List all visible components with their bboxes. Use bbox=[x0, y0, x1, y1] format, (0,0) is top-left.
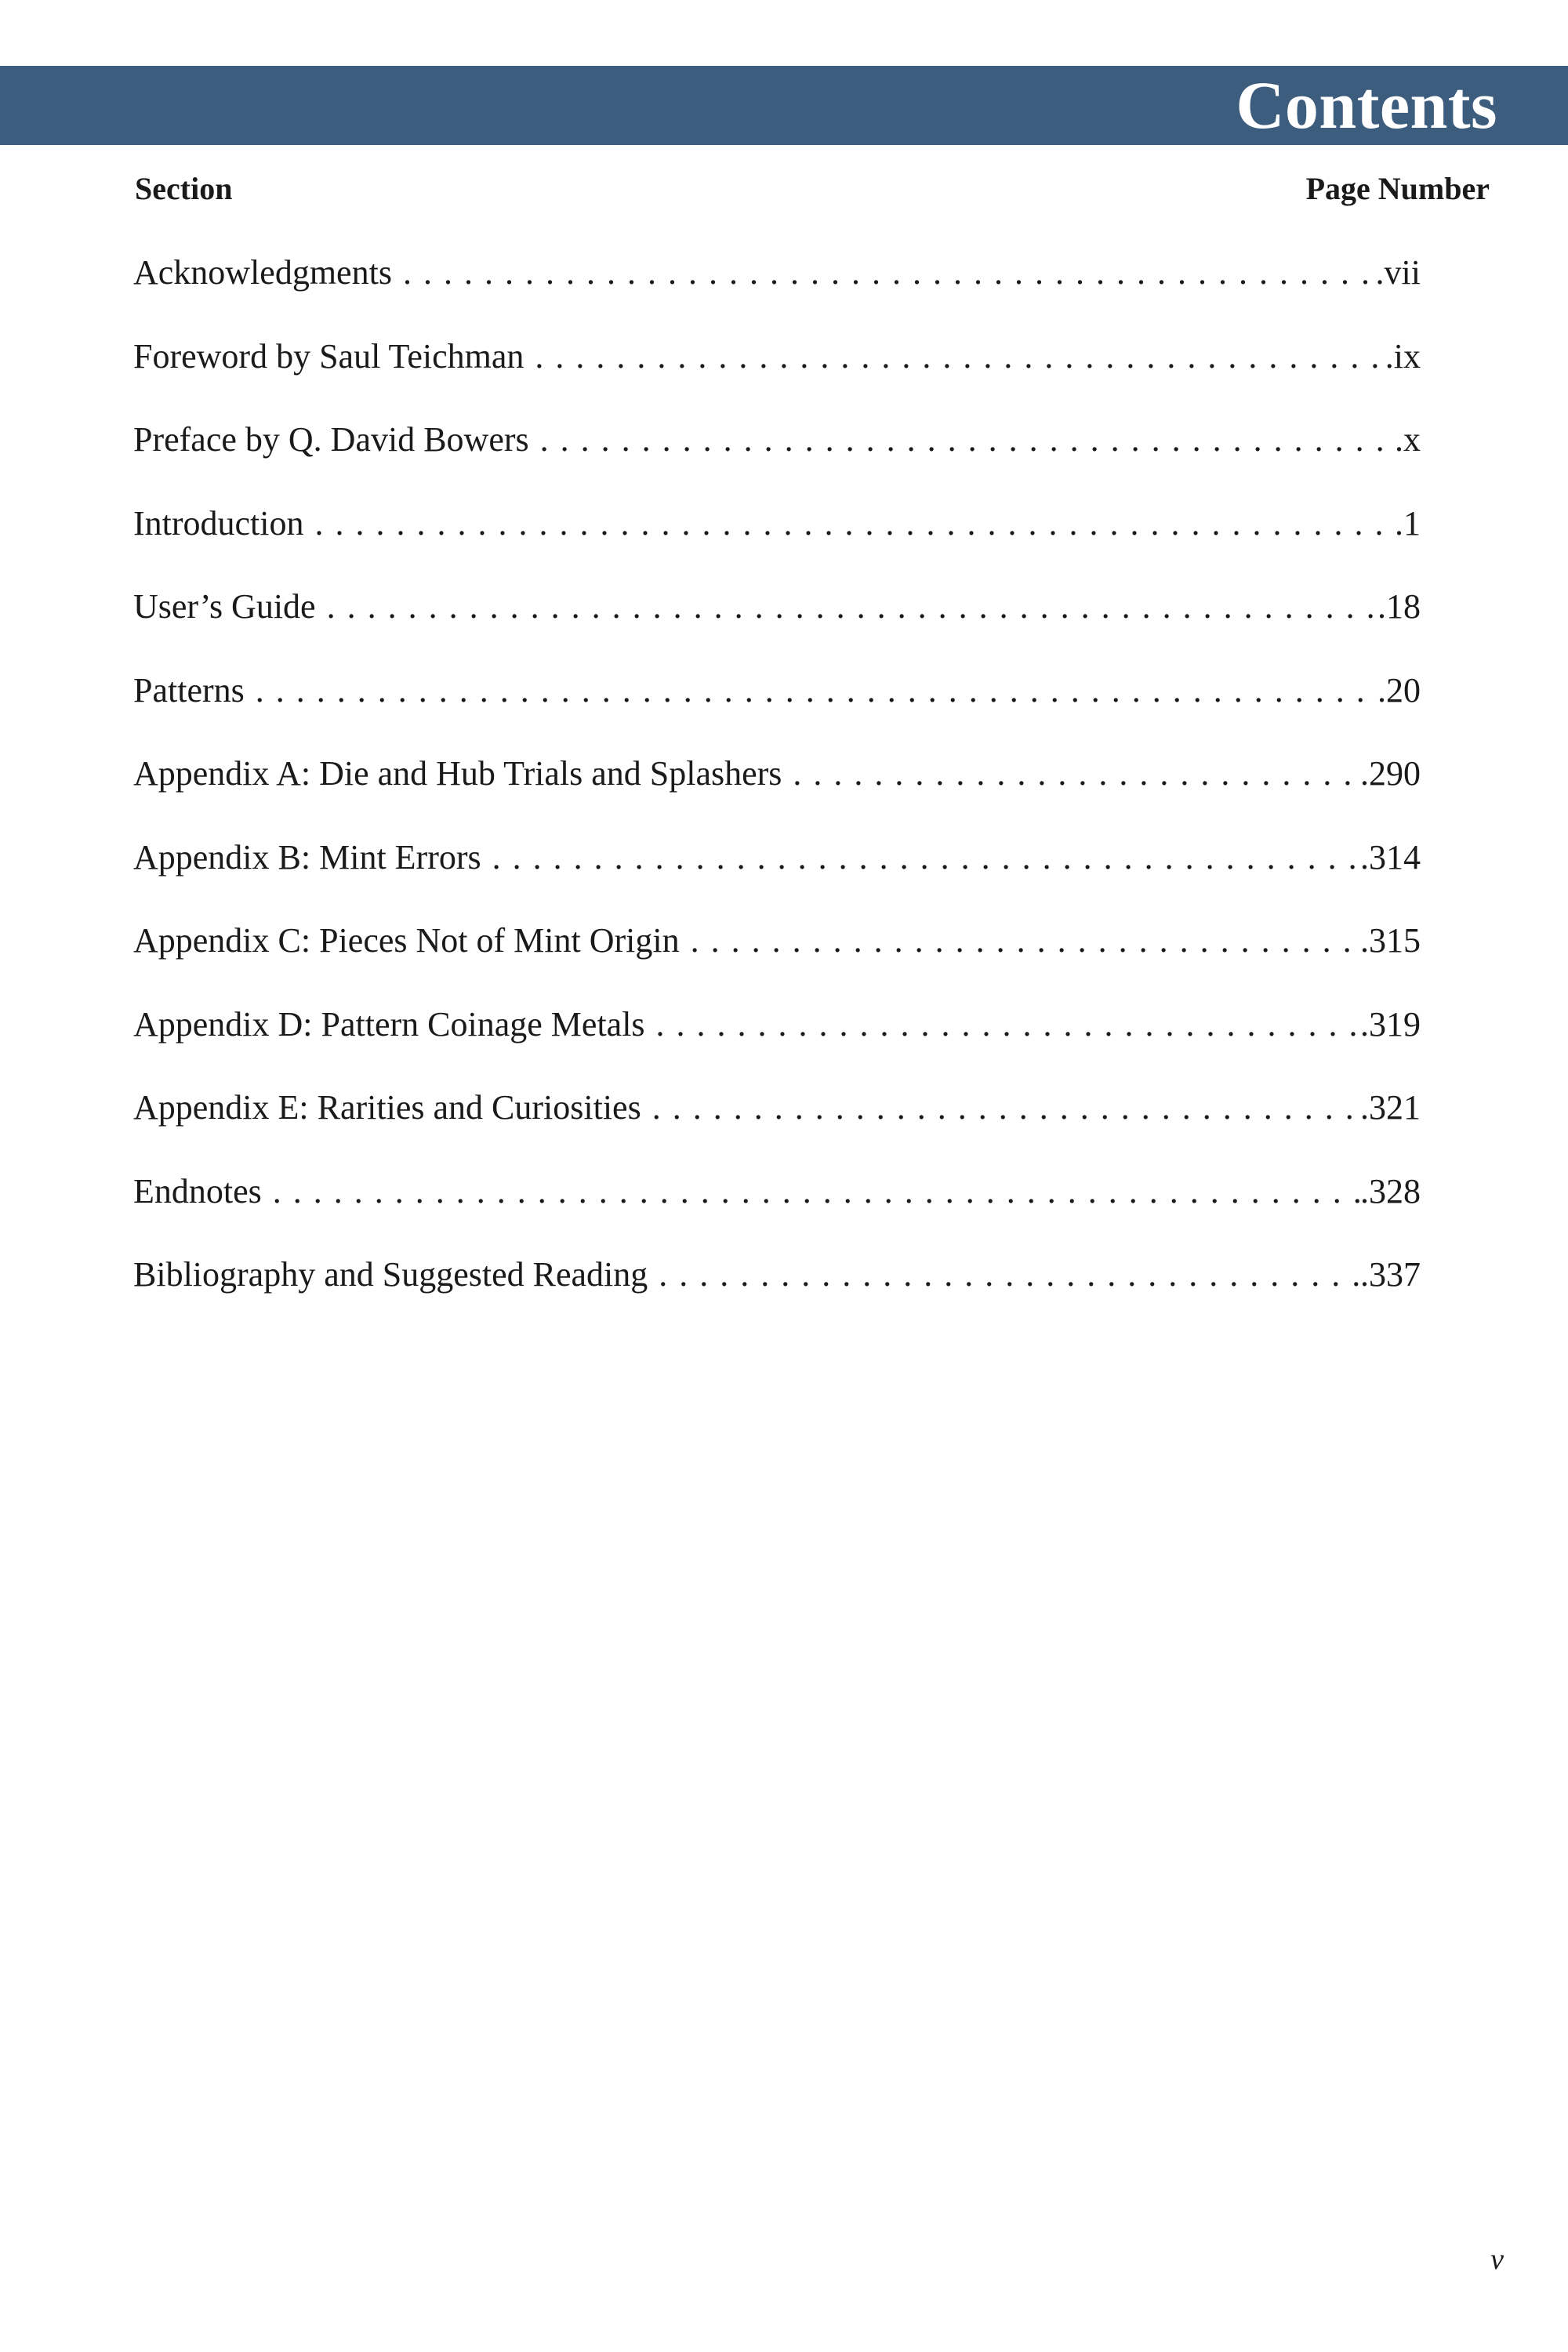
page-title: Contents bbox=[1236, 67, 1497, 143]
toc-entry-title: Foreword by Saul Teichman bbox=[133, 336, 524, 376]
toc-entry-title: Introduction bbox=[133, 503, 304, 543]
toc-entry-page: .328 bbox=[1360, 1171, 1421, 1210]
toc-entry-page: .x bbox=[1395, 420, 1421, 459]
page-number-column-header: Page Number bbox=[1305, 171, 1490, 206]
toc-entry-page: .319 bbox=[1360, 1004, 1421, 1044]
toc-entry-title: User’s Guide bbox=[133, 587, 316, 626]
toc-entry-page: .ix bbox=[1385, 336, 1421, 376]
toc-entry-users-guide[interactable] bbox=[133, 585, 1421, 669]
toc-entry-appendix-b[interactable] bbox=[133, 836, 1421, 920]
dot-leader bbox=[492, 836, 1360, 880]
toc-entry-title: Appendix D: Pattern Coinage Metals bbox=[133, 1004, 645, 1044]
contents-header-band bbox=[0, 66, 1568, 145]
toc-entry-appendix-c[interactable] bbox=[133, 919, 1421, 1003]
table-of-contents bbox=[133, 251, 1421, 1337]
dot-leader bbox=[273, 1170, 1360, 1214]
toc-entry-title: Preface by Q. David Bowers bbox=[133, 420, 529, 459]
toc-entry-title: Appendix C: Pieces Not of Mint Origin bbox=[133, 921, 680, 960]
section-column-header: Section bbox=[135, 171, 233, 206]
toc-entry-page: .vii bbox=[1375, 253, 1421, 292]
dot-leader bbox=[535, 335, 1385, 379]
dot-leader bbox=[652, 1086, 1360, 1130]
dot-leader bbox=[540, 418, 1395, 462]
toc-entry-page: .321 bbox=[1360, 1088, 1421, 1127]
toc-entry-page: .315 bbox=[1360, 921, 1421, 960]
toc-entry-title: Appendix B: Mint Errors bbox=[133, 837, 481, 877]
page-folio: v bbox=[1490, 2243, 1504, 2276]
dot-leader bbox=[659, 1253, 1360, 1297]
dot-leader bbox=[691, 919, 1360, 963]
dot-leader bbox=[403, 251, 1376, 295]
toc-entry-title: Appendix E: Rarities and Curiosities bbox=[133, 1088, 641, 1127]
toc-entry-acknowledgments[interactable] bbox=[133, 251, 1421, 335]
toc-entry-introduction[interactable] bbox=[133, 502, 1421, 586]
toc-entry-page: .18 bbox=[1377, 587, 1421, 626]
toc-entry-preface[interactable] bbox=[133, 418, 1421, 502]
dot-leader bbox=[656, 1003, 1360, 1047]
toc-entry-title: Appendix A: Die and Hub Trials and Splashers bbox=[133, 754, 782, 793]
toc-entry-appendix-e[interactable] bbox=[133, 1086, 1421, 1170]
dot-leader bbox=[793, 752, 1360, 796]
toc-entry-bibliography[interactable] bbox=[133, 1253, 1421, 1337]
toc-entry-page: .337 bbox=[1360, 1255, 1421, 1294]
toc-entry-title: Endnotes bbox=[133, 1171, 262, 1210]
dot-leader bbox=[315, 502, 1395, 546]
dot-leader bbox=[256, 669, 1377, 713]
toc-entry-title: Acknowledgments bbox=[133, 253, 392, 292]
toc-entry-page: .20 bbox=[1377, 670, 1421, 710]
toc-entry-title: Patterns bbox=[133, 670, 245, 710]
dot-leader bbox=[327, 585, 1377, 629]
toc-entry-appendix-a[interactable] bbox=[133, 752, 1421, 836]
toc-entry-page: .1 bbox=[1395, 503, 1421, 543]
toc-entry-patterns[interactable] bbox=[133, 669, 1421, 753]
toc-entry-page: .290 bbox=[1360, 754, 1421, 793]
toc-entry-appendix-d[interactable] bbox=[133, 1003, 1421, 1087]
toc-entry-title: Bibliography and Suggested Reading bbox=[133, 1255, 648, 1294]
toc-entry-page: .314 bbox=[1360, 837, 1421, 877]
toc-entry-foreword[interactable] bbox=[133, 335, 1421, 419]
toc-entry-endnotes[interactable] bbox=[133, 1170, 1421, 1254]
